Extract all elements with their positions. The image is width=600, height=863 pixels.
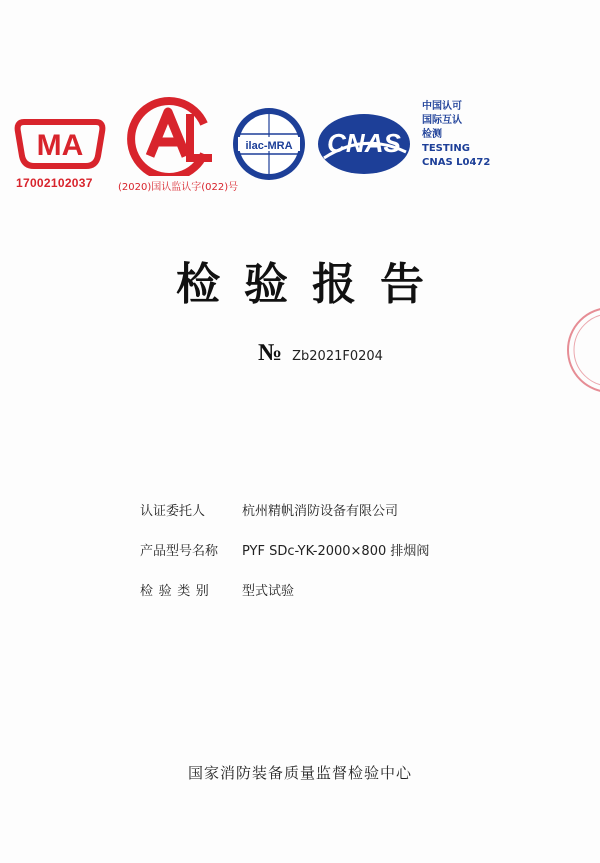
cnas-line: 中国认可: [422, 101, 462, 112]
info-row-product: [140, 540, 429, 580]
cnas-line: 检测: [422, 129, 442, 140]
official-seal: [560, 300, 600, 400]
ilac-logo-text: ilac-MRA: [245, 140, 293, 152]
ilac-mra-logo: [224, 104, 314, 184]
report-number-value: Zb2021F0204: [292, 349, 383, 364]
cma-logo: [12, 116, 108, 172]
cma-certificate-number: 17002102037: [16, 176, 93, 190]
report-number: [258, 340, 383, 370]
info-label: 认证委托人: [140, 504, 206, 519]
document-title: 检验报告: [176, 259, 448, 310]
cnas-line: 国际互认: [422, 115, 462, 126]
info-value: PYF SDc-YK-2000×800 排烟阀: [242, 544, 430, 559]
info-label: 产品型号名称: [140, 544, 219, 559]
cnas-logo: [316, 112, 412, 176]
cnas-logo-text: CNAS: [327, 128, 401, 158]
info-value: 型式试验: [242, 584, 295, 599]
cnas-line: CNAS L0472: [422, 157, 491, 168]
info-value: 杭州精帆消防设备有限公司: [242, 504, 399, 519]
cma-logo-text: MA: [36, 129, 84, 162]
issuing-organization: 国家消防装备质量监督检验中心: [187, 764, 412, 782]
cnas-line: TESTING: [422, 143, 470, 154]
info-row-client: [140, 500, 429, 540]
cal-logo: [120, 96, 216, 176]
report-info: [140, 500, 429, 620]
info-row-test-type: [140, 580, 429, 620]
number-symbol: №: [258, 340, 283, 366]
cnas-accreditation-text: [422, 100, 490, 170]
info-label: 检验类别: [140, 584, 215, 599]
cal-certificate-number: (2020)国认监认字(022)号: [118, 182, 239, 193]
